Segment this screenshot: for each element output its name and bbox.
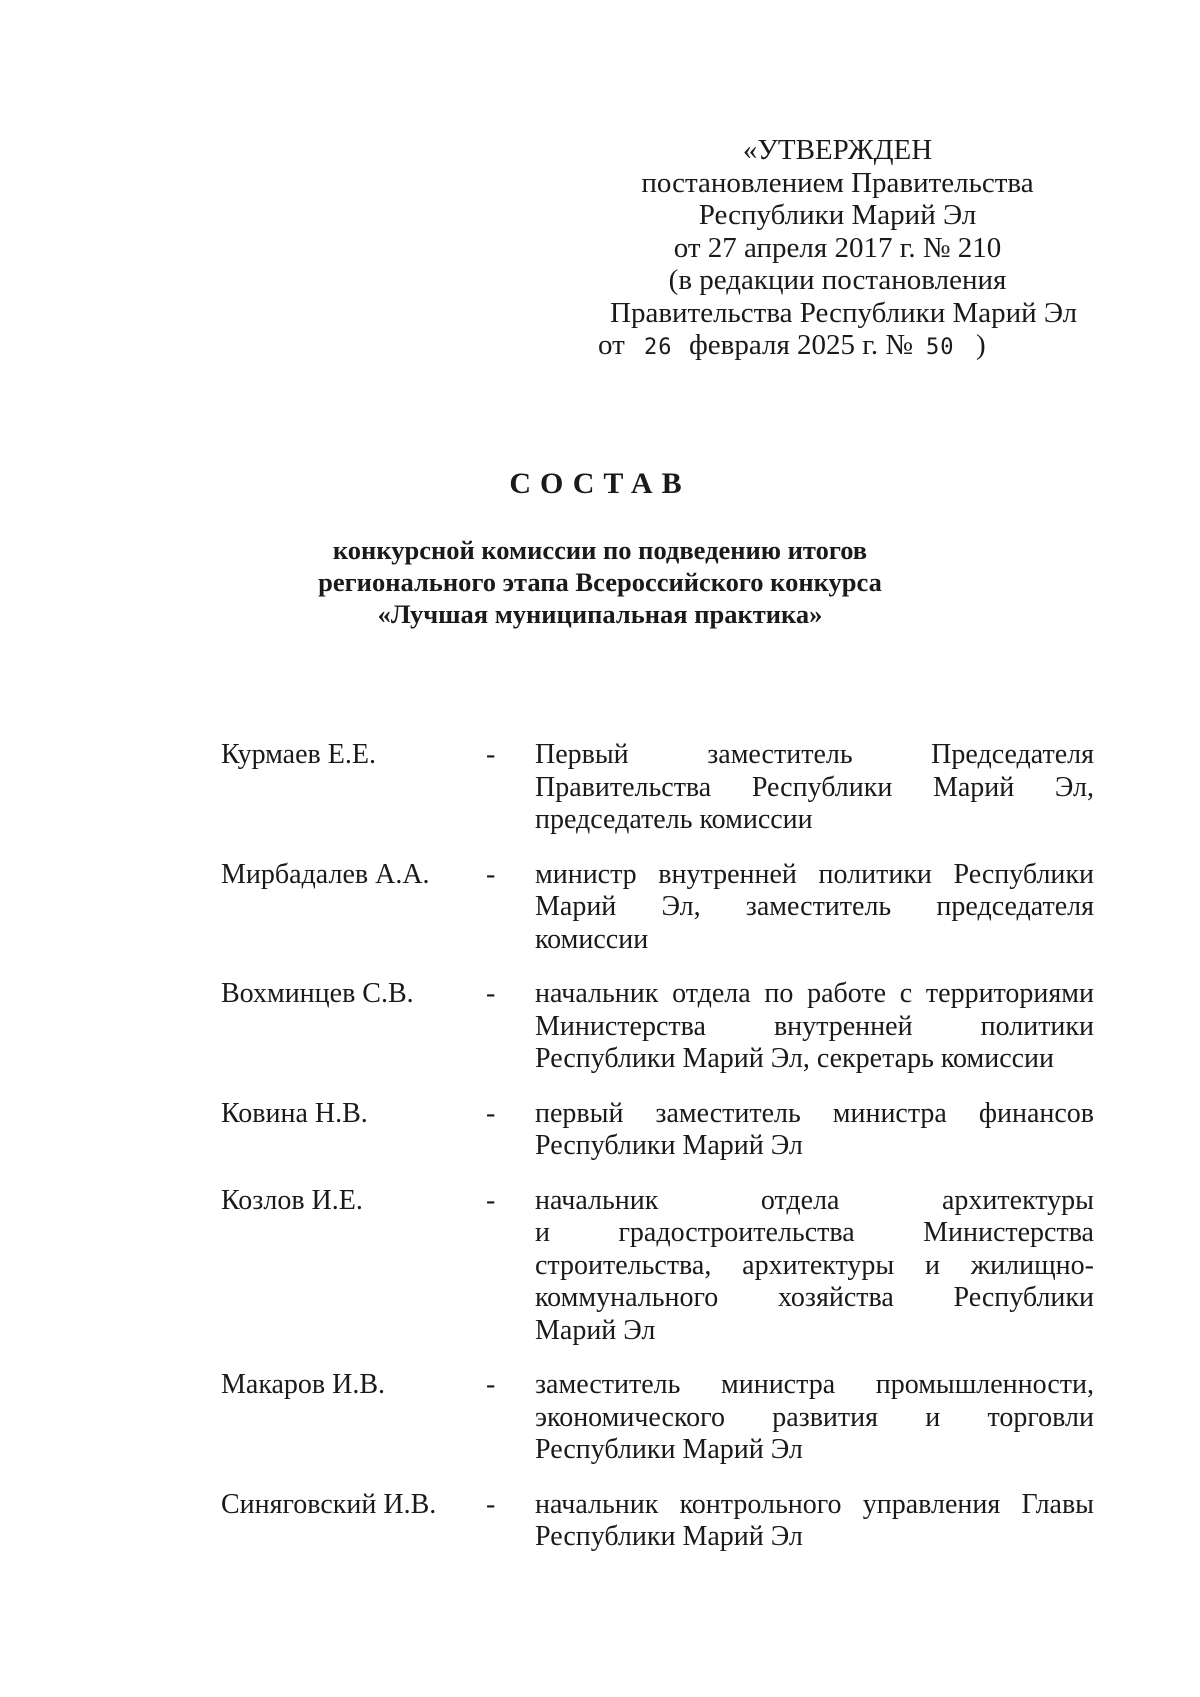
role-line: коммунального хозяйства Республики [535,1282,1094,1313]
role-line: начальник отдела по работе с территориями [535,978,1094,1009]
separator-dash: - [486,858,496,890]
role-line: и градостроительства Министерства [535,1217,1094,1248]
role-line: министр внутренней политики Республики [535,858,1094,890]
approval-line: Правительства Республики Марий Эл [610,296,1078,329]
member-role [535,1489,1094,1554]
separator-dash: - [486,1488,496,1520]
role-line: заместитель министра промышленности, [535,1369,1094,1400]
separator-dash: - [486,739,496,770]
member-name: Курмаев Е.Е. [221,739,376,770]
role-line: Марий Эл, заместитель председателя [535,891,1094,922]
role-line: Республики Марий Эл [535,1434,803,1465]
member-role [535,978,1094,1076]
document-title: СОСТАВ [509,467,691,500]
member-role [535,739,1094,837]
member-role [535,1098,1094,1163]
date-number: 50 [926,335,955,360]
role-line: Марий Эл [535,1314,656,1346]
subtitle-line: конкурсной комиссии по подведению итогов [332,535,868,565]
date-day: 26 [644,335,673,360]
role-line: комиссии [535,923,649,955]
approval-line: (в редакции постановления [668,264,1007,296]
date-prefix: от [598,329,625,361]
role-line: начальник отдела архитектуры [535,1184,1094,1216]
date-close-paren: ) [976,329,986,361]
members-list [0,739,1200,1554]
role-line: Министерства внутренней политики [535,1010,1094,1042]
amendment-date-line [598,329,1065,362]
subtitle-line: регионального этапа Всероссийского конкурса [318,567,882,597]
member-name: Ковина Н.В. [221,1097,368,1129]
member-name: Мирбадалев А.А. [221,858,430,890]
list-item [0,1489,1200,1554]
approval-stamp [598,134,1078,362]
list-item [0,859,1200,957]
role-line: Правительства Республики Марий Эл, [535,771,1094,803]
approval-line: Республики Марий Эл [698,199,977,231]
list-item [0,1185,1200,1348]
list-item [0,978,1200,1076]
date-month-year: февраля 2025 г. № [689,329,914,361]
role-line: экономического развития и торговли [535,1401,1094,1433]
list-item [0,739,1200,837]
member-name: Вохминцев С.В. [221,978,414,1009]
separator-dash: - [486,978,496,1009]
role-line: начальник контрольного управления Главы [535,1488,1094,1520]
document-subtitle [0,534,1200,630]
member-name: Макаров И.В. [221,1369,386,1400]
role-line: председатель комиссии [535,804,813,835]
role-line: Республики Марий Эл [535,1130,803,1161]
role-line: первый заместитель министра финансов [535,1097,1094,1129]
role-line: Первый заместитель Председателя [535,739,1094,770]
list-item [0,1369,1200,1467]
subtitle-line: «Лучшая муниципальная практика» [377,599,823,629]
approval-line: «УТВЕРЖДЕН [742,134,933,166]
approval-line: постановлением Правительства [641,166,1034,199]
role-line: Республики Марий Эл, секретарь комиссии [535,1043,1055,1074]
member-role [535,859,1094,957]
member-name: Синяговский И.В. [221,1488,437,1520]
member-role [535,1369,1094,1467]
member-role [535,1185,1094,1348]
member-name: Козлов И.Е. [221,1184,363,1216]
role-line: строительства, архитектуры и жилищно- [535,1249,1094,1281]
separator-dash: - [486,1184,496,1216]
role-line: Республики Марий Эл [535,1521,803,1552]
separator-dash: - [486,1097,496,1129]
list-item [0,1098,1200,1163]
separator-dash: - [486,1369,496,1400]
approval-line: от 27 апреля 2017 г. № 210 [673,231,1002,264]
